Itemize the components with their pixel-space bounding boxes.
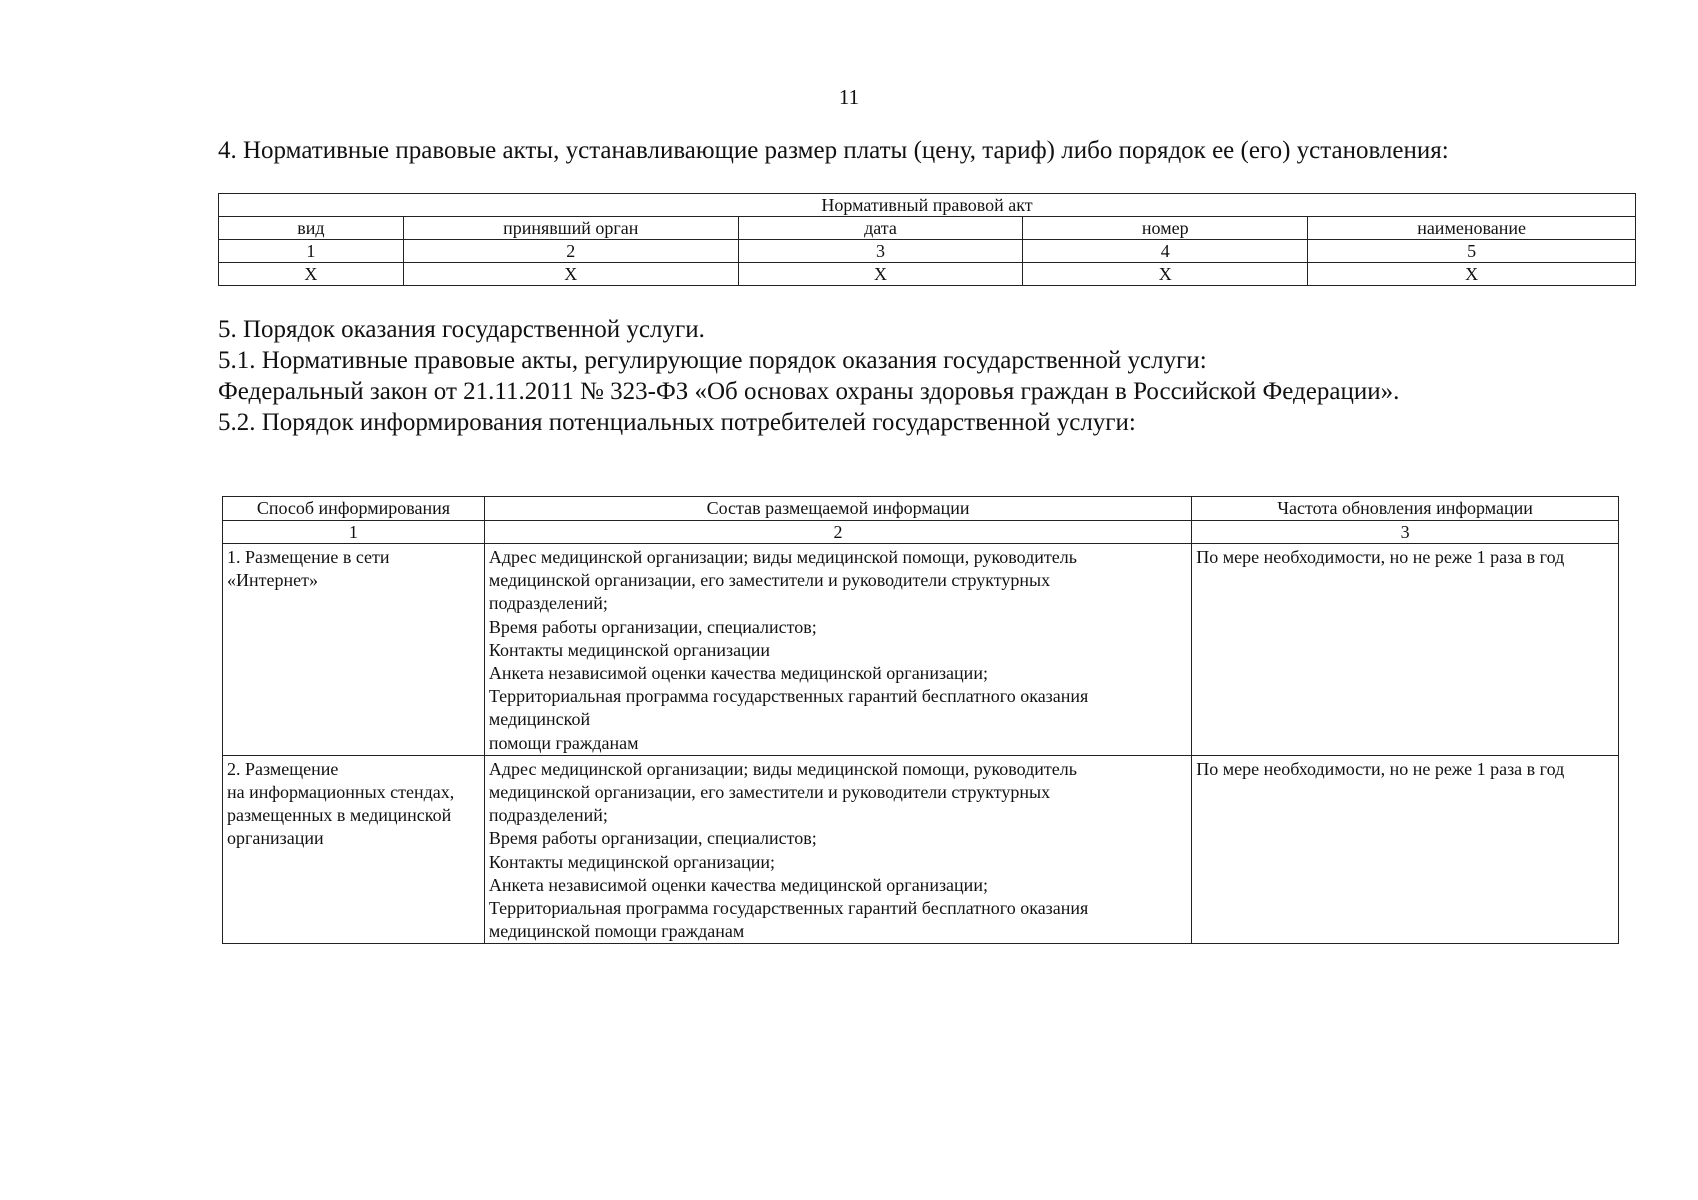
method-cell — [223, 755, 485, 944]
column-header: вид — [219, 217, 404, 240]
column-number: 5 — [1308, 240, 1636, 263]
info-table-number-row — [223, 521, 1619, 544]
content-line: Анкета независимой оценки качества медицинской организации; — [488, 663, 988, 684]
content-cell — [484, 544, 1191, 756]
column-header: наименование — [1308, 217, 1636, 240]
content-line: медицинской организации, его заместители и руководители структурных — [488, 570, 1051, 591]
column-header: номер — [1023, 217, 1308, 240]
frequency-text: По мере необходимости, но не реже 1 раза в год — [1196, 547, 1565, 567]
column-number: 2 — [403, 240, 738, 263]
section-5-2-heading: 5.2. Порядок информирования потенциальных потребителей государственной услуги: — [218, 409, 1136, 436]
column-number: 1 — [219, 240, 404, 263]
table-row — [223, 755, 1619, 944]
method-line: 1. Размещение в сети — [227, 547, 390, 567]
content-line: Время работы организации, специалистов; — [488, 828, 817, 849]
column-number: 2 — [484, 521, 1191, 544]
section-5-heading: 5. Порядок оказания государственной услуги. — [218, 316, 705, 343]
frequency-cell — [1192, 544, 1619, 756]
column-header: Способ информирования — [223, 497, 485, 521]
section-5 — [218, 314, 1399, 438]
acts-table-title: Нормативный правовой акт — [219, 194, 1636, 217]
frequency-cell — [1192, 755, 1619, 944]
content-line: медицинской — [488, 709, 591, 730]
acts-table — [218, 193, 1636, 286]
column-header: Частота обновления информации — [1192, 497, 1619, 521]
content-line: Контакты медицинской организации; — [488, 851, 776, 872]
column-number: 4 — [1023, 240, 1308, 263]
section-4-heading: 4. Нормативные правовые акты, устанавливающие размер платы (цену, тариф) либо порядок ее (его) установления: — [218, 137, 1449, 164]
column-header: дата — [738, 217, 1023, 240]
content-line: Адрес медицинской организации; виды медицинской помощи, руководитель — [488, 758, 1077, 779]
section-5-1-heading: 5.1. Нормативные правовые акты, регулирующие порядок оказания государственной услуги: — [218, 347, 1207, 374]
column-number: 1 — [223, 521, 485, 544]
content-line: Анкета независимой оценки качества медицинской организации; — [488, 874, 988, 895]
content-line: медицинской помощи гражданам — [488, 921, 745, 942]
method-line: «Интернет» — [227, 570, 318, 591]
content-line: медицинской организации, его заместители и руководители структурных — [488, 782, 1051, 803]
frequency-text: По мере необходимости, но не реже 1 раза в год — [1196, 758, 1565, 779]
content-line: подразделений; — [488, 593, 608, 614]
content-line: Контакты медицинской организации — [488, 639, 771, 660]
column-header: Состав размещаемой информации — [484, 497, 1191, 521]
method-cell — [223, 544, 485, 756]
table-cell: Х — [403, 263, 738, 286]
content-line: Территориальная программа государственных гарантий бесплатного оказания — [488, 686, 1089, 707]
table-cell: Х — [738, 263, 1023, 286]
table-row — [219, 263, 1636, 286]
content-line: помощи гражданам — [488, 732, 639, 753]
acts-table-title-row — [219, 194, 1636, 217]
acts-table-header-row — [219, 217, 1636, 240]
info-table — [222, 496, 1619, 944]
method-line: размещенных в медицинской — [227, 805, 452, 826]
acts-table-number-row — [219, 240, 1636, 263]
method-line: на информационных стендах, — [227, 782, 455, 803]
federal-law-reference: Федеральный закон от 21.11.2011 № 323-ФЗ «Об основах охраны здоровья граждан в Российской Федерации». — [218, 378, 1400, 405]
content-line: Адрес медицинской организации; виды медицинской помощи, руководитель — [488, 547, 1077, 567]
table-row — [223, 544, 1619, 756]
content-line: Территориальная программа государственных гарантий бесплатного оказания — [488, 898, 1089, 919]
content-cell — [484, 755, 1191, 944]
page-number: 11 — [838, 85, 860, 109]
table-cell: Х — [219, 263, 404, 286]
method-line: организации — [227, 828, 324, 849]
info-table-header-row — [223, 497, 1619, 521]
content-line: подразделений; — [488, 805, 608, 826]
table-cell: Х — [1308, 263, 1636, 286]
column-header: принявший орган — [403, 217, 738, 240]
column-number: 3 — [738, 240, 1023, 263]
column-number: 3 — [1192, 521, 1619, 544]
method-line: 2. Размещение — [227, 758, 339, 779]
table-cell: Х — [1023, 263, 1308, 286]
content-line: Время работы организации, специалистов; — [488, 616, 817, 637]
